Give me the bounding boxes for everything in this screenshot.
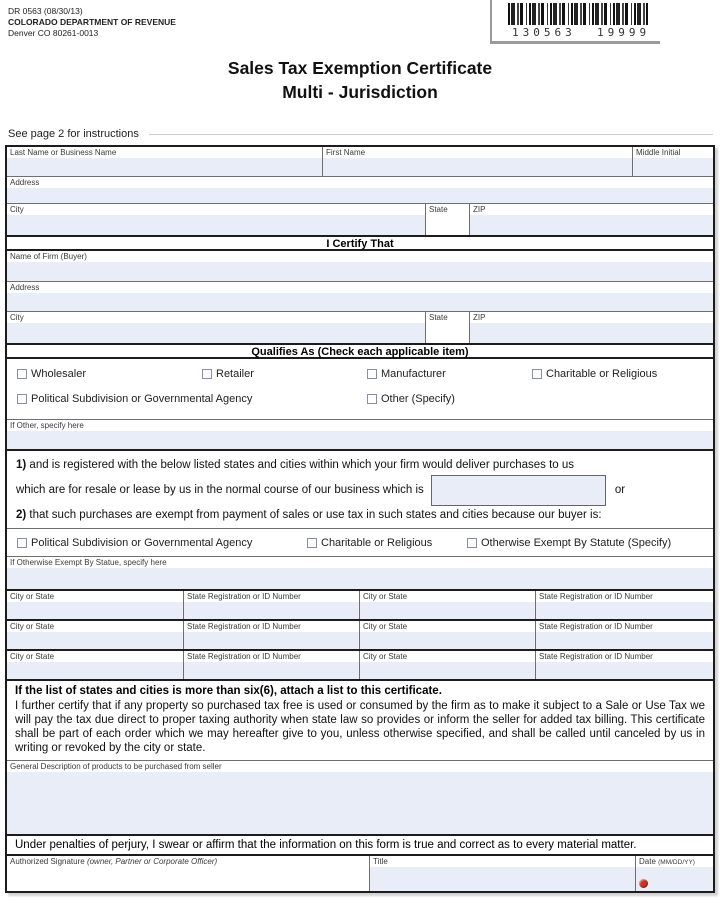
general-description-row <box>7 760 713 834</box>
qualifies-section-header: Qualifies As (Check each applicable item) <box>7 343 713 359</box>
state-registration-label: State Registration or ID Number <box>187 592 301 602</box>
checkbox-label: Wholesaler <box>31 368 87 380</box>
state-registration-label: State Registration or ID Number <box>539 592 653 602</box>
general-description-label: General Description of products to be purchased from seller <box>10 761 222 771</box>
checkbox-exempt-political-subdivision[interactable] <box>17 537 307 549</box>
state-registration-label: State Registration or ID Number <box>539 622 653 632</box>
statement-1-number: 1) <box>16 459 27 471</box>
field-firm-state <box>425 312 469 343</box>
buyer-address-row <box>7 176 713 203</box>
checkbox-manufacturer[interactable] <box>367 368 532 380</box>
field-firm-zip <box>469 312 713 343</box>
other-specify-label: If Other, specify here <box>10 421 84 430</box>
field-last-name <box>7 147 322 176</box>
qualifies-checkbox-row-1 <box>17 368 703 380</box>
states-table-row <box>7 649 713 679</box>
divider <box>149 134 713 135</box>
field-address <box>7 177 713 203</box>
checkbox-charitable-religious[interactable] <box>532 368 657 380</box>
city-or-state-input[interactable] <box>7 662 183 679</box>
qualifies-checkbox-row-2 <box>17 393 703 405</box>
firm-address-input[interactable] <box>7 293 713 311</box>
date-label-text: Date <box>639 856 659 866</box>
barcode-image <box>508 3 648 25</box>
field-firm-city <box>7 312 425 343</box>
page-title <box>0 57 720 104</box>
city-or-state-label: City or State <box>363 622 408 632</box>
address-label: Address <box>10 178 40 187</box>
firm-name-input[interactable] <box>7 262 713 281</box>
date-format-text: (MM/DD/YY) <box>658 858 695 866</box>
firm-zip-label: ZIP <box>473 313 486 322</box>
checkbox-icon[interactable] <box>17 394 27 404</box>
states-table-row <box>7 589 713 619</box>
field-middle-initial <box>632 147 713 176</box>
signature-input[interactable] <box>7 867 369 891</box>
field-other-specify <box>7 420 713 449</box>
field-city-or-state <box>7 621 183 649</box>
agency-block <box>8 6 176 39</box>
title-line-1: Sales Tax Exemption Certificate <box>227 58 493 78</box>
state-registration-input[interactable] <box>536 662 713 679</box>
field-city-or-state <box>359 591 535 619</box>
checkbox-icon[interactable] <box>307 538 317 548</box>
field-state-registration <box>535 591 713 619</box>
field-city <box>7 204 425 235</box>
statement-2 <box>16 507 704 524</box>
otherwise-exempt-input[interactable] <box>7 568 713 589</box>
checkbox-icon[interactable] <box>17 369 27 379</box>
state-input[interactable] <box>426 215 469 235</box>
state-label: State <box>429 205 448 214</box>
checkbox-label: Charitable or Religious <box>321 536 433 549</box>
field-zip <box>469 204 713 235</box>
buyer-city-state-zip-row <box>7 203 713 235</box>
states-table-row <box>7 619 713 649</box>
checkbox-label: Otherwise Exempt By Statute (Specify) <box>481 536 672 549</box>
checkbox-label: Manufacturer <box>381 368 446 380</box>
checkbox-political-subdivision[interactable] <box>17 393 367 405</box>
city-or-state-label: City or State <box>10 652 55 662</box>
firm-state-input[interactable] <box>426 323 469 343</box>
city-or-state-input[interactable] <box>360 602 535 619</box>
certification-paragraph: I further certify that if any property so purchased tax free is used or consumed by the firm as to make it subject to a Sale or Use Tax we will pay the tax due direct to proper taxing authority when state law so provides or inform the seller for added tax billing. This certificate shall be part of each order which we may hereafter give to you, unless otherwise specified, and shall be called until canceled by us in writing or revoked by the city or state. <box>15 699 705 755</box>
field-city-or-state <box>359 651 535 679</box>
if-other-row <box>7 419 713 449</box>
qualifies-checkboxes <box>7 359 713 419</box>
form-number: DR 0563 (08/30/13) <box>8 6 83 16</box>
state-registration-input[interactable] <box>184 632 359 649</box>
barcode-number: 130563 19999 <box>512 26 651 39</box>
statement-2-text: that such purchases are exempt from payment of sales or use tax in such states and cities because our buyer is: <box>26 508 602 521</box>
field-city-or-state <box>7 651 183 679</box>
city-or-state-label: City or State <box>363 592 408 602</box>
statement-1 <box>16 457 704 474</box>
checkbox-icon[interactable] <box>17 538 27 548</box>
first-name-input[interactable] <box>323 158 632 176</box>
city-or-state-label: City or State <box>10 622 55 632</box>
state-registration-label: State Registration or ID Number <box>187 622 301 632</box>
city-or-state-input[interactable] <box>360 632 535 649</box>
middle-initial-label: Middle Initial <box>636 148 681 157</box>
attach-list-note: If the list of states and cities is more than six(6), attach a list to this certificate. <box>15 685 442 698</box>
exempt-checkbox-row <box>7 528 713 556</box>
checkbox-label: Retailer <box>216 368 254 380</box>
field-state-registration <box>183 591 359 619</box>
city-input[interactable] <box>7 215 425 235</box>
state-registration-input[interactable] <box>184 602 359 619</box>
checkbox-icon[interactable] <box>202 369 212 379</box>
signature-row <box>7 854 713 891</box>
city-or-state-label: City or State <box>363 652 408 662</box>
field-state <box>425 204 469 235</box>
state-registration-label: State Registration or ID Number <box>187 652 301 662</box>
field-state-registration <box>183 651 359 679</box>
checkbox-label: Other (Specify) <box>381 393 455 405</box>
otherwise-exempt-label: If Otherwise Exempt By Statue, specify here <box>10 558 167 568</box>
firm-zip-input[interactable] <box>470 323 713 343</box>
department-address: Denver CO 80261-0013 <box>8 28 99 39</box>
checkbox-exempt-charitable[interactable] <box>307 537 467 549</box>
firm-city-label: City <box>10 313 24 322</box>
statement-1-continued <box>16 475 704 506</box>
address-input[interactable] <box>7 188 713 203</box>
statement-1-text: and is registered with the below listed states and cities within which your firm would deliver purchases to us <box>26 459 575 471</box>
barcode <box>490 0 660 44</box>
state-registration-input[interactable] <box>184 662 359 679</box>
buyer-name-row <box>7 147 713 176</box>
firm-city-state-zip-row <box>7 311 713 343</box>
checkbox-icon[interactable] <box>367 369 377 379</box>
otherwise-exempt-row <box>7 556 713 589</box>
signature-label-text: Authorized Signature <box>10 856 87 866</box>
checkbox-wholesaler[interactable] <box>17 368 202 380</box>
field-firm-address <box>7 282 713 311</box>
zip-input[interactable] <box>470 215 713 235</box>
checkbox-icon[interactable] <box>367 394 377 404</box>
field-first-name <box>322 147 632 176</box>
field-date <box>635 856 713 891</box>
general-description-input[interactable] <box>7 772 713 834</box>
field-title <box>369 856 635 891</box>
registration-statements <box>7 449 713 528</box>
city-label: City <box>10 205 24 214</box>
firm-name-row <box>7 251 713 281</box>
other-specify-input[interactable] <box>7 431 713 449</box>
field-city-or-state <box>359 621 535 649</box>
field-otherwise-exempt <box>7 557 713 589</box>
field-state-registration <box>183 621 359 649</box>
checkbox-label: Political Subdivision or Governmental Agency <box>31 393 253 405</box>
checkbox-label: Political Subdivision or Governmental Agency <box>31 536 253 549</box>
field-city-or-state <box>7 591 183 619</box>
authorized-signature-label <box>7 856 369 867</box>
statement-1-cont-text: which are for resale or lease by us in the normal course of our business which is <box>16 484 424 497</box>
checkbox-other-specify[interactable] <box>367 393 455 405</box>
state-registration-label: State Registration or ID Number <box>539 652 653 662</box>
state-registration-input[interactable] <box>536 632 713 649</box>
firm-address-label: Address <box>10 283 40 292</box>
city-or-state-label: City or State <box>10 592 55 602</box>
title-label: Title <box>373 856 388 866</box>
certification-block <box>7 679 713 759</box>
checkbox-icon[interactable] <box>467 538 477 548</box>
field-firm-name <box>7 251 713 281</box>
or-text: or <box>614 484 626 497</box>
city-or-state-input[interactable] <box>7 632 183 649</box>
zip-label: ZIP <box>473 205 486 214</box>
checkbox-label: Charitable or Religious <box>546 368 658 380</box>
state-registration-input[interactable] <box>536 602 713 619</box>
city-or-state-input[interactable] <box>360 662 535 679</box>
first-name-label: First Name <box>326 148 366 157</box>
instructions-note: See page 2 for instructions <box>8 128 139 140</box>
last-name-label: Last Name or Business Name <box>10 148 117 157</box>
field-general-description <box>7 761 713 834</box>
form-table <box>5 145 715 893</box>
firm-name-label: Name of Firm (Buyer) <box>10 252 87 261</box>
firm-city-input[interactable] <box>7 323 425 343</box>
statement-2-number: 2) <box>16 508 27 521</box>
date-input[interactable] <box>636 867 713 891</box>
city-or-state-input[interactable] <box>7 602 183 619</box>
title-line-2: Multi - Jurisdiction <box>282 81 438 102</box>
perjury-statement: Under penalties of perjury, I swear or affirm that the information on this form is true and correct as to every material matter. <box>7 834 713 854</box>
checkbox-retailer[interactable] <box>202 368 367 380</box>
business-type-input[interactable] <box>431 475 606 506</box>
checkbox-icon[interactable] <box>532 369 542 379</box>
signature-label-italic: (owner, Partner or Corporate Officer) <box>86 856 218 866</box>
firm-state-label: State <box>429 313 448 322</box>
field-state-registration <box>535 621 713 649</box>
instructions-note-row <box>8 128 713 140</box>
department-name: COLORADO DEPARTMENT OF REVENUE <box>8 17 176 28</box>
middle-initial-input[interactable] <box>633 158 713 176</box>
field-authorized-signature <box>7 856 369 891</box>
firm-address-row <box>7 281 713 311</box>
title-input[interactable] <box>370 867 635 891</box>
date-label <box>636 856 713 867</box>
last-name-input[interactable] <box>7 158 322 176</box>
required-marker-icon <box>639 879 648 888</box>
field-state-registration <box>535 651 713 679</box>
checkbox-otherwise-exempt[interactable] <box>467 537 671 549</box>
certify-section-header: I Certify That <box>7 235 713 251</box>
